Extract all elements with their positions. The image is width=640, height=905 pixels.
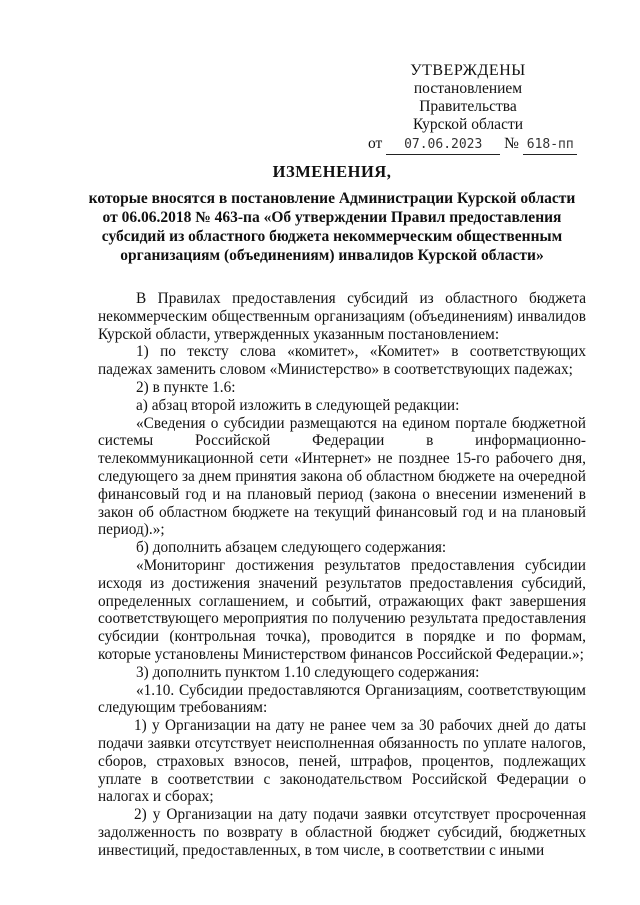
heading-subtitle: которые вносятся в постановление Администрации Курской области от 06.06.2018 № 463-па «Об утверждении Правил предоставления субсидий из областного бюджета некоммерческим общественным организациям (объединениям) инвалидов Курской области» (88, 190, 576, 264)
paragraph: 2) в пункте 1.6: (136, 378, 236, 396)
approval-stamp (368, 62, 574, 155)
date-prefix: от (368, 135, 383, 152)
document-body (98, 290, 586, 860)
number-prefix: № (504, 135, 519, 152)
approval-title: УТВЕРЖДЕНЫ (410, 62, 526, 79)
paragraph: «Сведения о субсидии размещаются на едином портале бюджетной системы Российской Федерации в информационно-телекоммуникационной сети «Интернет» не позднее 15-го рабочего дня, следующего за днем принятия закона об областном бюджете на очередной финансовый год и на плановый период (закона о внесении изменений в закон об областном бюджете на текущий финансовый год и на плановый период).»; (98, 414, 586, 539)
paragraph: «Мониторинг достижения результатов предоставления субсидии исходя из достижения значений результатов предоставления субсидий, определенных соглашением, и событий, отражающих факт завершения соответствующего мероприятия по получению результата предоставления субсидии (контрольная точка), проводится в порядке и по формам, которые установлены Министерством финансов Российской Федерации.»; (98, 556, 586, 663)
paragraph: В Правилах предоставления субсидий из областного бюджета некоммерческим общественным организациям (объединениям) инвалидов Курской области, утвержденных указанным постановлением: (98, 290, 586, 343)
approval-date-line (368, 135, 574, 155)
approval-date: 07.06.2023 (386, 136, 500, 155)
paragraph: 2) у Организации на дату подачи заявки отсутствует просроченная задолженность по возврату в областной бюджет субсидий, бюджетных инвестиций, предоставленных, в том числе, в соответствии с иными (98, 806, 586, 859)
paragraph: а) абзац второй изложить в следующей редакции: (136, 396, 460, 414)
document-heading (80, 162, 584, 265)
approval-line-2: Курской области (412, 116, 524, 133)
approval-number: 618-пп (523, 136, 577, 155)
heading-title: ИЗМЕНЕНИЯ, (272, 162, 392, 181)
paragraph: б) дополнить абзацем следующего содержания: (136, 539, 447, 557)
paragraph: 3) дополнить пунктом 1.10 следующего содержания: (136, 663, 480, 681)
approval-line-1: постановлением Правительства (413, 80, 523, 115)
paragraph: «1.10. Субсидии предоставляются Организациям, соответствующим следующим требованиям: (98, 681, 586, 717)
paragraph: 1) у Организации на дату не ранее чем за 30 рабочих дней до даты подачи заявки отсутствует неисполненная обязанность по уплате налогов, сборов, страховых взносов, пеней, штрафов, процентов, подлежащих уплате в соответствии с законодательством Российской Федерации о налогах и сборах; (98, 717, 586, 806)
paragraph: 1) по тексту слова «комитет», «Комитет» в соответствующих падежах заменить словом «Министерство» в соответствующих падежах; (98, 343, 586, 379)
